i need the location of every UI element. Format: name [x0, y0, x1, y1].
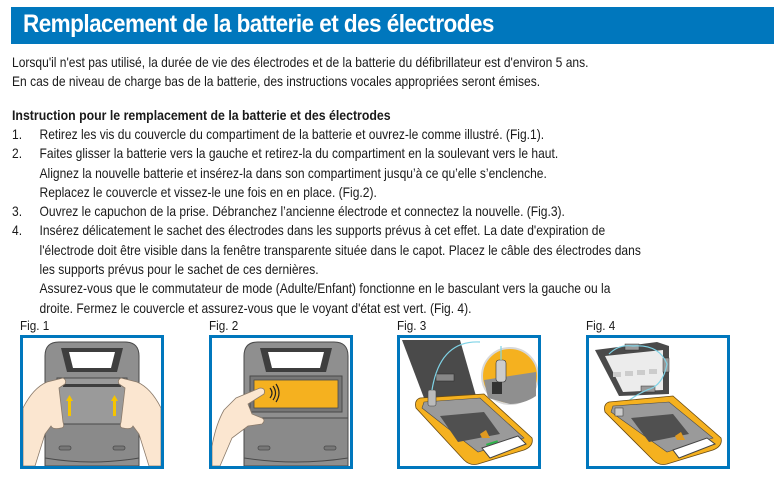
step-number: 2.: [12, 145, 23, 162]
step-line: droite. Fermez le couvercle et assurez-vous que le voyant d'état est vert. (Fig. 4).: [39, 299, 472, 316]
intro-line: Lorsqu'il n'est pas utilisé, la durée de vie des électrodes et de la batterie du défibrillateur est d'environ 5 ans.: [12, 54, 589, 70]
step-line: Assurez-vous que le commutateur de mode (Adulte/Enfant) fonctionne en le basculant vers la gauche ou la: [39, 280, 611, 297]
figure-label: Fig. 2: [209, 318, 239, 333]
figure-label: Fig. 1: [20, 318, 50, 333]
figure-3: [397, 318, 541, 469]
instruction-steps: [12, 125, 641, 318]
step-line: l'électrode doit être visible dans la fenêtre transparente située dans le capot. Placez le câble des électrodes dans: [39, 241, 641, 258]
figure-frame: [586, 335, 730, 469]
figure-frame: [209, 335, 353, 469]
device-electrode-pouch-illustration: [589, 338, 727, 466]
step-number: 3.: [12, 203, 23, 220]
step-number: 4.: [12, 222, 23, 239]
step-4: [12, 221, 641, 317]
step-3: [12, 202, 641, 221]
figure-label: Fig. 3: [397, 318, 427, 333]
page-header: [11, 7, 774, 44]
figure-label: Fig. 4: [586, 318, 616, 333]
figure-2: [209, 318, 353, 469]
device-back-open-cover-illustration: [23, 338, 161, 466]
figure-4: [586, 318, 730, 469]
intro-line: En cas de niveau de charge bas de la batterie, des instructions vocales appropriées seront émises.: [12, 73, 541, 89]
step-line: Faites glisser la batterie vers la gauche et retirez-la du compartiment en la soulevant vers le haut.: [39, 145, 559, 162]
step-line: Ouvrez le capuchon de la prise. Débranchez l’ancienne électrode et connectez la nouvelle. (Fig.3).: [39, 203, 565, 220]
step-1: [12, 125, 641, 144]
step-line: Replacez le couvercle et vissez-le une fois en en place. (Fig.2).: [39, 183, 377, 200]
intro-text: [12, 53, 588, 91]
step-line: les supports prévus pour le sachet de ces dernières.: [39, 261, 319, 278]
page-title: Remplacement de la batterie et des électrodes: [23, 10, 494, 38]
device-battery-slide-illustration: [212, 338, 350, 466]
step-line: Retirez les vis du couvercle du compartiment de la batterie et ouvrez-le comme illustré. (Fig.1).: [39, 126, 545, 142]
figure-frame: [397, 335, 541, 469]
step-line: Alignez la nouvelle batterie et insérez-la dans son compartiment jusqu’à ce qu’elle s’enclenche.: [39, 164, 547, 181]
step-line: Insérez délicatement le sachet des électrodes dans les supports prévus à cet effet. La date d'expiration de: [39, 222, 606, 239]
step-number: 1.: [12, 126, 23, 142]
device-electrode-connector-illustration: [400, 338, 538, 466]
section-heading: Instruction pour le remplacement de la batterie et des électrodes: [12, 107, 391, 123]
figure-1: [20, 318, 164, 469]
figure-frame: [20, 335, 164, 469]
step-2: [12, 144, 641, 202]
